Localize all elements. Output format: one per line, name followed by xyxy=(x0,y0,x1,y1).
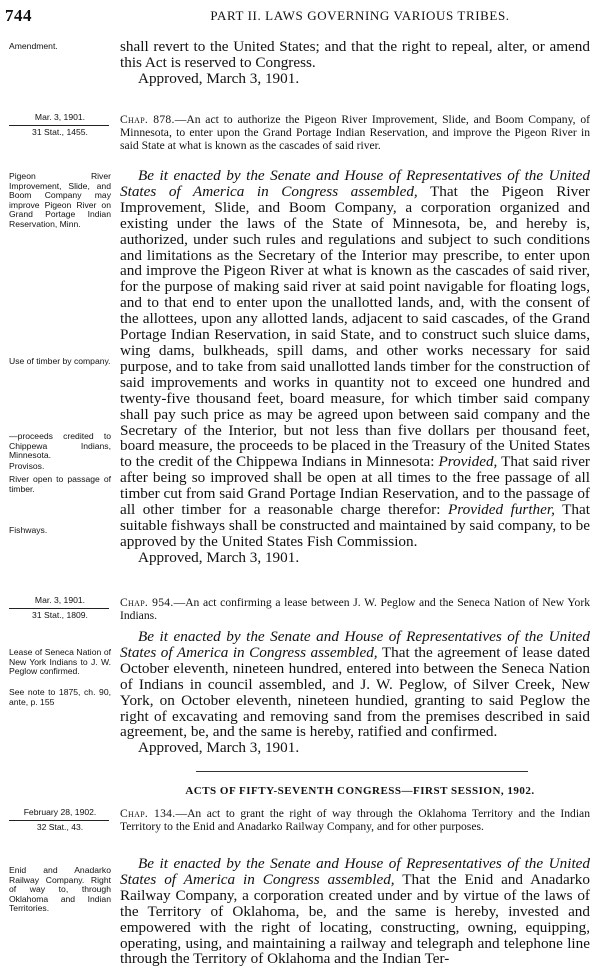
rule xyxy=(9,125,109,126)
date-134: February 28, 1902. xyxy=(23,807,97,817)
rule xyxy=(9,820,109,821)
margin-note-134-1: Enid and Anadarko Railway Company. Right of way to, through Oklahoma and Indian Territories. xyxy=(9,865,111,914)
running-head: PART II. LAWS GOVERNING VARIOUS TRIBES. xyxy=(210,8,510,23)
enacting-clause: Be it enacted by the Senate and House of Representatives of the United States of America in Congress assembled, xyxy=(120,628,590,661)
chapter-label: Chap. 954. xyxy=(120,596,174,609)
stat-134: 32 Stat., 43. xyxy=(36,821,84,832)
chapter-heading-134 xyxy=(120,808,590,834)
stat-954: 31 Stat., 1809. xyxy=(32,609,88,620)
margin-citation-134 xyxy=(9,808,111,832)
approved-line: Approved, March 3, 1901. xyxy=(138,69,300,87)
margin-note-954-1: Lease of Seneca Nation of New York Indians to J. W. Peglow confirmed. xyxy=(9,647,111,677)
chapter-heading-954 xyxy=(120,597,590,623)
text-block-134 xyxy=(120,856,590,967)
chapter-label: Chap. 134. xyxy=(120,807,176,820)
chapter-label: Chap. 878. xyxy=(120,113,175,126)
text-134: That the Enid and Anadarko Railway Company, a corporation created under and by virtue of the laws of the Territory of Oklahoma, be, and the same is hereby, invested and empowered with the right of locating, constructing, owning, equipping, operating, using, and maintaining a railway and telegraph and telephone line through the Territory of Oklahoma and the Indian Ter- xyxy=(120,870,590,968)
proviso-further: Provided further, xyxy=(447,501,555,519)
paragraph-878 xyxy=(120,168,590,550)
margin-note-878-6: Fishways. xyxy=(9,525,48,535)
stat-878: 31 Stat., 1455. xyxy=(32,126,88,137)
margin-note-878-1: Pigeon River Improvement, Slide, and Boom Company may improve Pigeon River on Grand Portage Indian Reservation, Minn. xyxy=(9,171,111,229)
text-878-1: That the Pigeon River Improvement, Slide, and Boom Company, a corporation organized and existing under the laws of the State of Minnesota, be, and hereby is, authorized, under such rules and regulations and subject to such conditions and limitations as the Secretary of the Interior may prescribe, to enter upon and improve the Pigeon River at what is known as the cascades of said river, for the purpose of making said river at said point navigable for floating logs, and to that end to enter upon the unallotted lands, and, with the consent of the allottees, upon any allotted lands, adjacent to said cascades, of the Grand Portage Indian Reservation, in said State, and to construct such sluice dams, wing dams, bulkheads, spill dams, and other works necessary for said purpose, and to take from said unallotted lands timber for the construction of said improvements and works in quantity not to exceed one hundred and twenty-five thousand feet, board measure, for which timber said company shall pay such price as may be agreed upon between said company and the Secretary of the Interior, but not less than five dollars per thousand feet, board measure, the proceeds to be placed in the Treasury of the United States to the credit of the Chippewa Indians in Minnesota: xyxy=(120,182,590,471)
approved-line: Approved, March 3, 1901. xyxy=(138,739,300,757)
proviso: Provided, xyxy=(438,453,498,471)
enacting-clause: Be it enacted by the Senate and House of Representatives of the United States of America in Congress assembled, xyxy=(120,855,590,888)
paragraph-amendment: shall revert to the United States; and that the right to repeal, alter, or amend this Act is reserved to Congress. xyxy=(120,38,590,71)
date-954: Mar. 3, 1901. xyxy=(34,595,86,605)
margin-note-878-3: —proceeds credited to Chippewa Indians, Minnesota. xyxy=(9,431,111,461)
chapter-title: —An act to authorize the Pigeon River Improvement, Slide, and Boom Company, of Minnesota, to enter upon the Grand Portage Indian Reservation, and improve the Pigeon River in said State at what is known as the cascades of said river. xyxy=(120,113,590,152)
page-number: 744 xyxy=(5,6,32,25)
text-878-2: That said river after being so improved shall be open at all times to the free passage of all timber cut from said Grand Portage Indian Reservation, and to the passage of all other timber for a reasonable charge therefor: xyxy=(120,453,590,519)
chapter-title: —An act to grant the right of way through the Oklahoma Territory and the Indian Territory to the Enid and Anadarko Railway Company, and for other purposes. xyxy=(120,807,590,833)
text-block-top xyxy=(120,39,590,87)
margin-note-amendment: Amendment. xyxy=(9,41,58,51)
paragraph-134 xyxy=(120,856,590,967)
enacting-clause: Be it enacted by the Senate and House of Representatives of the United States of America in Congress assembled, xyxy=(120,167,590,200)
paragraph-954 xyxy=(120,629,590,740)
text-954: That the agreement of lease dated October eleventh, nineteen hundred, entered into between the Seneca Nation of Indians in council assembled, and J. W. Peglow, of Silver Creek, New York, on October eleventh, nineteen hundied, granting to said Peglow the right of excavating and removing sand from the premises described in said agreement, be, and the same is hereby, ratified and confirmed. xyxy=(120,643,590,741)
date-878: Mar. 3, 1901. xyxy=(34,112,86,122)
text-block-954 xyxy=(120,629,590,756)
margin-note-878-4: Provisos. xyxy=(9,461,45,471)
margin-citation-878 xyxy=(9,113,111,137)
text-block-878 xyxy=(120,168,590,566)
margin-note-954-2: See note to 1875, ch. 90, ante, p. 155 xyxy=(9,687,111,707)
chapter-title: —An act confirming a lease between J. W. Peglow and the Seneca Nation of New York Indians. xyxy=(120,596,590,622)
approved-line: Approved, March 3, 1901. xyxy=(138,548,300,566)
chapter-heading-878 xyxy=(120,114,590,152)
margin-note-878-5: River open to passage of timber. xyxy=(9,474,111,494)
text-878-3: That suitable fishways shall be constructed and maintained by said company, to be approved by the United States Fish Commission. xyxy=(120,501,590,550)
divider xyxy=(196,771,528,772)
margin-note-878-2: Use of timber by company. xyxy=(9,356,111,366)
rule xyxy=(9,608,109,609)
margin-citation-954 xyxy=(9,596,111,620)
session-heading: ACTS OF FIFTY-SEVENTH CONGRESS—FIRST SESSION, 1902. xyxy=(185,785,535,797)
